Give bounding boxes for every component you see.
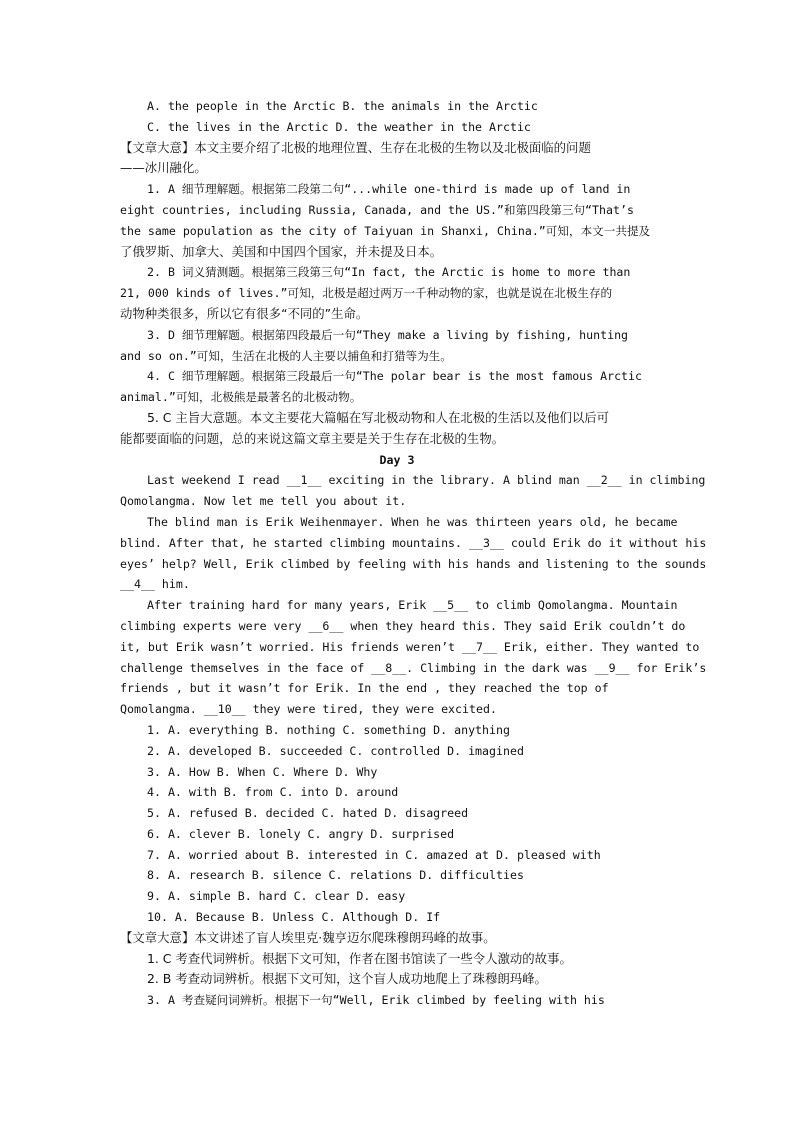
answer-explanation: 5. C 主旨大意题。本文主要花大篇幅在写北极动物和人在北极的生活以及他们以后可 [147, 409, 610, 425]
answer-explanation: eight countries, including Russia, Canada, and the US.”和第四段第三句“That’s [120, 202, 634, 217]
question-option-line: 9. A. simple B. hard C. clear D. easy [147, 889, 406, 904]
passage-line: The blind man is Erik Weihenmayer. When he was thirteen years old, he became [147, 514, 678, 529]
passage-line: Qomolangma. Now let me tell you about it. [120, 494, 407, 509]
question-option-line: A. the people in the Arctic B. the animals in the Arctic [147, 99, 538, 113]
passage-line: Last weekend I read __1__ exciting in the library. A blind man __2__ in climbing [147, 473, 706, 488]
question-option-line: 6. A. clever B. lonely C. angry D. surprised [147, 826, 455, 841]
question-option-line: 2. A. developed B. succeeded C. controlled D. imagined [147, 743, 524, 758]
answer-explanation: 3. D 细节理解题。根据第四段最后一句“They make a living by fishing, hunting [147, 327, 629, 342]
question-option-line: C. the lives in the Arctic D. the weather in the Arctic [147, 119, 531, 134]
answer-explanation: 2. B 考查动词辨析。根据下文可知，这个盲人成功地爬上了珠穆朗玛峰。 [147, 971, 547, 987]
question-option-line: 5. A. refused B. decided C. hated D. disagreed [147, 806, 469, 821]
answer-explanation: and so on.”可知，生活在北极的人主要以捕鱼和打猎等为生。 [120, 348, 452, 363]
passage-line: friends , but it wasn’t for Erik. In the end , they reached the top of [120, 681, 609, 696]
passage-line: it, but Erik wasn’t worried. His friends weren’t __7__ Erik, either. They wanted to [120, 639, 700, 654]
document-page [120, 96, 707, 1011]
passage-line: challenge themselves in the face of __8__. Climbing in the dark was __9__ for Erik’s [120, 660, 707, 675]
question-option-line: 10. A. Because B. Unless C. Although D. If [147, 910, 441, 925]
answer-explanation: 4. C 细节理解题。根据第三段最后一句“The polar bear is the most famous Arctic [147, 369, 642, 384]
summary-text: ——冰川融化。 [120, 160, 207, 176]
passage-line: After training hard for many years, Erik __5__ to climb Qomolangma. Mountain [147, 598, 678, 613]
passage-line: eyes’ help? Well, Erik climbed by feeling with his hands and listening to the sounds [120, 556, 707, 571]
question-option-line: 8. A. research B. silence C. relations D. difficulties [147, 868, 524, 883]
section-heading: Day 3 [379, 452, 415, 467]
question-option-line: 1. A. everything B. nothing C. something D. anything [147, 722, 510, 737]
answer-explanation: 3. A 考查疑问词辨析。根据下一句“Well, Erik climbed by feeling with his [147, 993, 605, 1008]
answer-explanation: 动物种类很多，所以它有很多“不同的”生命。 [120, 305, 369, 321]
passage-line: Qomolangma. __10__ they were tired, they were excited. [120, 702, 497, 717]
passage-line: climbing experts were very __6__ when they heard this. They said Erik couldn’t do [120, 618, 686, 633]
passage-line: blind. After that, he started climbing mountains. __3__ could Erik do it without his [120, 535, 707, 550]
answer-explanation: 21, 000 kinds of lives.”可知，北极是超过两万一千种动物的家，也就是说在北极生存的 [120, 286, 613, 301]
answer-explanation: 1. C 考查代词辨析。根据下文可知，作者在图书馆读了一些令人激动的故事。 [147, 950, 572, 966]
passage-line: __4__ him. [120, 577, 190, 592]
summary-heading: 【文章大意】本文讲述了盲人埃里克·魏亨迈尔爬珠穆朗玛峰的故事。 [120, 929, 496, 945]
answer-explanation: 1. A 细节理解题。根据第二段第二句“...while one-third is made up of land in [147, 182, 631, 197]
answer-explanation: the same population as the city of Taiyuan in Shanxi, China.”可知，本文一共提及 [120, 223, 651, 238]
question-option-line: 4. A. with B. from C. into D. around [147, 785, 399, 800]
answer-explanation: 2. B 词义猜测题。根据第三段第三句“In fact, the Arctic is home to more than [147, 265, 631, 280]
answer-explanation: animal.”可知，北极熊是最著名的北极动物。 [120, 390, 362, 405]
question-option-line: 7. A. worried about B. interested in C. amazed at D. pleased with [147, 847, 601, 862]
answer-explanation: 能都要面临的问题，总的来说这篇文章主要是关于生存在北极的生物。 [120, 430, 505, 446]
question-option-line: 3. A. How B. When C. Where D. Why [147, 764, 378, 779]
answer-explanation: 了俄罗斯、加拿大、美国和中国四个国家，并未提及日本。 [120, 243, 443, 259]
summary-heading: 【文章大意】本文主要介绍了北极的地理位置、生存在北极的生物以及北极面临的问题 [120, 139, 591, 155]
